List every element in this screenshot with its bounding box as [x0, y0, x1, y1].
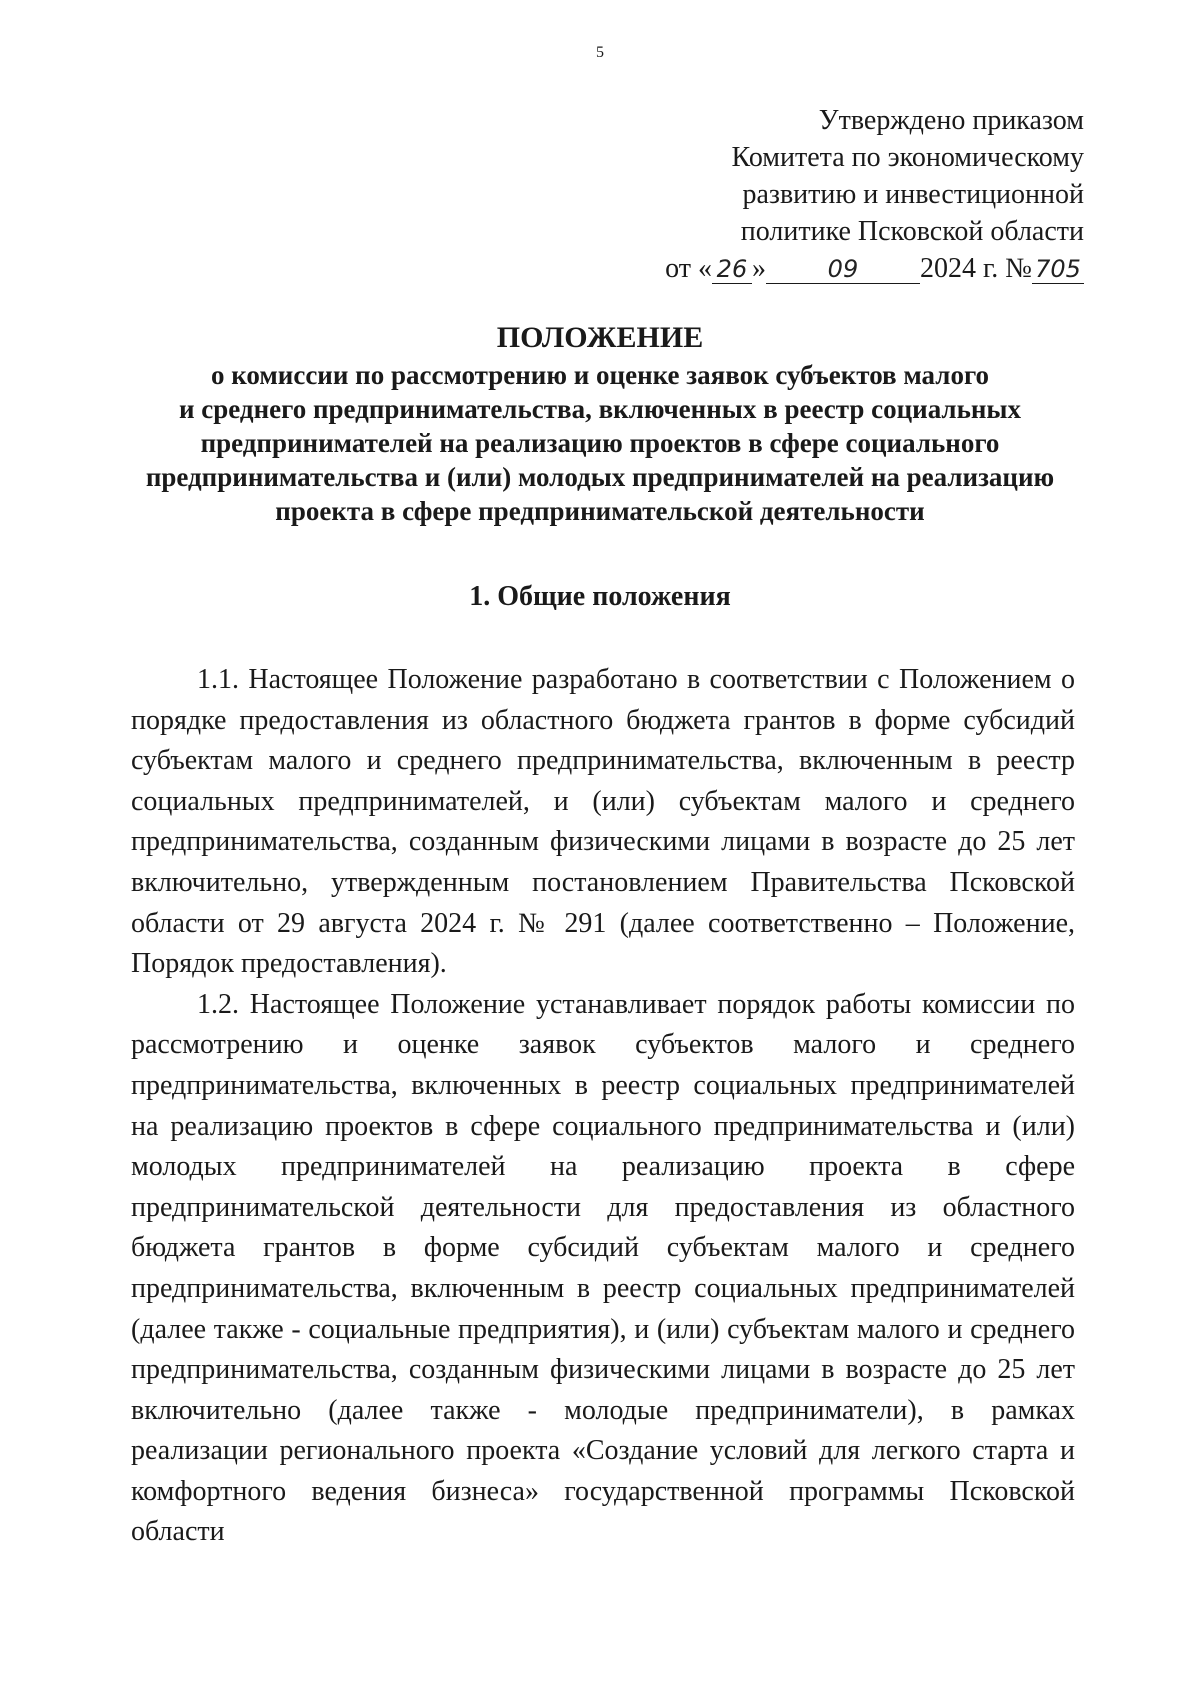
date-year: 2024 г. № [919, 253, 1032, 284]
subtitle-line: предпринимателей на реализацию проектов в сфере социального [200, 428, 1000, 458]
approval-line-1: Утверждено приказом [818, 105, 1084, 136]
approval-line-3: развитию и инвестиционной [742, 179, 1084, 210]
document-title-block [120, 318, 1080, 528]
order-number: 705 [1032, 255, 1084, 284]
section-heading: 1. Общие положения [469, 581, 731, 612]
body-text [131, 660, 1075, 1553]
subtitle-line: и среднего предпринимательства, включенных в реестр социальных [178, 394, 1021, 424]
date-month: 09 [766, 255, 920, 284]
subtitle-line: проекта в сфере предпринимательской деятельности [275, 496, 925, 526]
approval-line-2: Комитета по экономическому [731, 142, 1084, 173]
date-day: 26 [712, 255, 752, 284]
paragraph-1-2: 1.2. Настоящее Положение устанавливает порядок работы комиссии по рассмотрению и оценке заявок субъектов малого и среднего предпринимательства, включенных в реестр социальных предпринимателей на реализацию проектов в сфере социального предпринимательства и (или) молодых предпринимателей на реализацию проекта в сфере предпринимательской деятельности для предоставления из областного бюджета грантов в форме субсидий субъектам малого и среднего предпринимательства, включенным в реестр социальных предпринимателей (далее также - социальные предприятия), и (или) субъектам малого и среднего предпринимательства, созданным физическими лицами в возрасте до 25 лет включительно (далее также - молодые предприниматели), в рамках реализации регионального проекта «Создание условий для легкого старта и комфортного ведения бизнеса» государственной программы Псковской области [131, 988, 1075, 1548]
date-close-quote: » [751, 253, 766, 284]
date-prefix: от « [665, 253, 712, 284]
approval-date-line [665, 250, 1084, 287]
document-title: ПОЛОЖЕНИЕ [496, 321, 704, 354]
paragraph-1-1: 1.1. Настоящее Положение разработано в соответствии с Положением о порядке предоставления из областного бюджета грантов в форме субсидий субъектам малого и среднего предпринимательства, включенным в реестр социальных предпринимателей, и (или) субъектам малого и среднего предпринимательства, созданным физическими лицами в возрасте до 25 лет включительно, утвержденным постановлением Правительства Псковской области от 29 августа 2024 г. № 291 (далее соответственно – Положение, Порядок предоставления). [131, 664, 1075, 980]
document-subtitle [120, 358, 1080, 528]
page-number: 5 [596, 44, 604, 61]
subtitle-line: предпринимательства и (или) молодых предпринимателей на реализацию [145, 462, 1055, 492]
approval-line-4: политике Псковской области [740, 216, 1084, 247]
subtitle-line: о комиссии по рассмотрению и оценке заявок субъектов малого [210, 360, 990, 390]
approval-stamp-block [665, 102, 1084, 287]
